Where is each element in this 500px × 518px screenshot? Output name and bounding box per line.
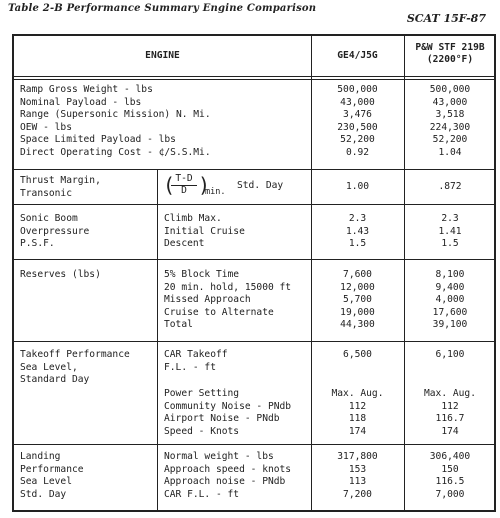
noise-item: Community Noise - PNdb bbox=[164, 400, 292, 412]
thrust-condition: Std. Day bbox=[237, 180, 284, 191]
landing-col1-value: 113 bbox=[348, 476, 367, 488]
thrust-col1-value: 1.00 bbox=[345, 181, 370, 192]
landing-label: Sea Level bbox=[20, 476, 72, 488]
sonic-col1-value: 1.5 bbox=[348, 238, 367, 250]
landing-col1-value: 7,200 bbox=[343, 488, 372, 500]
landing-item: CAR F.L. - ft bbox=[164, 488, 240, 500]
general-col1-value: 230,500 bbox=[337, 121, 378, 133]
landing-col1-value: 317,800 bbox=[337, 451, 378, 462]
noise-item: Power Setting bbox=[164, 388, 240, 399]
sonic-col2-value: 2.3 bbox=[441, 213, 459, 224]
general-col2-value: 3,518 bbox=[435, 109, 465, 121]
row-rule bbox=[14, 259, 494, 260]
sonic-label: Overpressure bbox=[20, 225, 90, 237]
general-label: Space Limited Payload - lbs bbox=[20, 134, 176, 146]
takeoff-label: Sea Level, bbox=[20, 361, 78, 373]
reserves-col1-value: 12,000 bbox=[340, 281, 375, 293]
general-col2-value: 1.04 bbox=[438, 147, 462, 158]
sonic-item: Initial Cruise bbox=[164, 225, 245, 237]
landing-item: Approach noise - PNdb bbox=[164, 476, 286, 488]
reserves-col2-value: 4,000 bbox=[435, 294, 465, 306]
noise-col1-value: 112 bbox=[348, 400, 367, 412]
noise-col1-value: 118 bbox=[348, 413, 367, 425]
reserves-col2-value: 9,400 bbox=[435, 281, 465, 293]
reserves-col1-value: 5,700 bbox=[343, 294, 372, 306]
thrust-col2-value: .872 bbox=[438, 181, 462, 192]
general-col2-value: 52,200 bbox=[432, 134, 468, 146]
thrust-label: Transonic bbox=[20, 187, 72, 199]
sonic-col2-value: 1.41 bbox=[438, 225, 462, 237]
landing-col2-value: 116.5 bbox=[435, 476, 465, 488]
engine-header: ENGINE bbox=[145, 50, 180, 61]
general-label: Nominal Payload - lbs bbox=[20, 96, 142, 108]
thrust-label: Thrust Margin, bbox=[20, 175, 101, 186]
reserves-col2-value: 8,100 bbox=[435, 269, 465, 280]
reserves-col2-value: 17,600 bbox=[432, 306, 468, 318]
thrust-formula: ( T-D D ) min. Std. Day bbox=[163, 173, 284, 197]
sonic-col1-value: 2.3 bbox=[348, 213, 367, 224]
reserves-item: 20 min. hold, 15000 ft bbox=[164, 281, 292, 293]
col2-header-line2: (2200°F) bbox=[426, 54, 474, 65]
landing-col2-value: 306,400 bbox=[429, 451, 471, 462]
noise-item: Airport Noise - PNdb bbox=[164, 413, 280, 425]
row-rule bbox=[14, 444, 494, 445]
general-col1-value: 500,000 bbox=[337, 84, 378, 95]
reserves-col1-value: 7,600 bbox=[343, 269, 372, 280]
general-col2-value: 500,000 bbox=[429, 84, 471, 95]
reserves-item: 5% Block Time bbox=[164, 269, 240, 280]
landing-col2-value: 150 bbox=[441, 463, 459, 475]
takeoff-label: Standard Day bbox=[20, 374, 90, 386]
table-title: Table 2-B Performance Summary Engine Comparison bbox=[8, 3, 317, 14]
sonic-item: Climb Max. bbox=[164, 213, 222, 224]
general-label: Range (Supersonic Mission) N. Mi. bbox=[20, 109, 211, 121]
reserves-col1-value: 44,300 bbox=[340, 319, 375, 331]
landing-label: Performance bbox=[20, 463, 84, 475]
col2-header-line1: P&W STF 219B bbox=[415, 42, 485, 53]
reserves-col1-value: 19,000 bbox=[340, 306, 375, 318]
formula-denominator: D bbox=[181, 185, 187, 196]
noise-col2-value: 174 bbox=[441, 425, 459, 437]
noise-col1-value: Max. Aug. bbox=[331, 388, 384, 399]
col-divider-label bbox=[157, 169, 158, 510]
sonic-label: P.S.F. bbox=[20, 238, 55, 250]
reserves-item: Total bbox=[164, 319, 193, 331]
noise-col2-value: 116.7 bbox=[435, 413, 465, 425]
document-code: SCAT 15F-87 bbox=[406, 12, 486, 25]
takeoff-item: CAR Takeoff bbox=[164, 349, 228, 360]
formula-subscript: min. bbox=[205, 187, 226, 197]
reserves-item: Cruise to Alternate bbox=[164, 306, 274, 318]
general-col1-value: 3,476 bbox=[343, 109, 372, 121]
landing-item: Approach speed - knots bbox=[164, 463, 292, 475]
general-label: Ramp Gross Weight - lbs bbox=[20, 84, 153, 95]
general-label: Direct Operating Cost - ¢/S.S.Mi. bbox=[20, 147, 211, 158]
takeoff-col2-value: 6,100 bbox=[435, 349, 465, 360]
noise-col1-value: 174 bbox=[348, 425, 367, 437]
sonic-label: Sonic Boom bbox=[20, 213, 78, 224]
reserves-col2-value: 39,100 bbox=[432, 319, 468, 331]
col1-header: GE4/J5G bbox=[337, 50, 378, 61]
general-col2-value: 224,300 bbox=[429, 121, 471, 133]
landing-item: Normal weight - lbs bbox=[164, 451, 274, 462]
general-col1-value: 52,200 bbox=[340, 134, 375, 146]
landing-col1-value: 153 bbox=[348, 463, 367, 475]
row-rule bbox=[14, 204, 494, 205]
sonic-col2-value: 1.5 bbox=[441, 238, 459, 250]
reserves-item: Missed Approach bbox=[164, 294, 251, 306]
header-rule bbox=[14, 76, 494, 77]
landing-label: Landing bbox=[20, 451, 61, 462]
formula-numerator: T-D bbox=[175, 173, 193, 184]
reserves-label: Reserves (lbs) bbox=[20, 269, 101, 280]
header-rule-double bbox=[14, 79, 494, 80]
noise-col2-value: Max. Aug. bbox=[424, 388, 476, 399]
sonic-item: Descent bbox=[164, 238, 205, 250]
row-rule bbox=[14, 169, 494, 170]
landing-label: Std. Day bbox=[20, 488, 67, 500]
general-label: OEW - lbs bbox=[20, 121, 72, 133]
takeoff-item: F.L. - ft bbox=[164, 361, 216, 373]
noise-col2-value: 112 bbox=[441, 400, 459, 412]
landing-col2-value: 7,000 bbox=[435, 488, 465, 500]
sonic-col1-value: 1.43 bbox=[345, 225, 370, 237]
takeoff-col1-value: 6,500 bbox=[343, 349, 372, 360]
general-col2-value: 43,000 bbox=[432, 96, 468, 108]
row-rule bbox=[14, 341, 494, 342]
general-col1-value: 43,000 bbox=[340, 96, 375, 108]
takeoff-label: Takeoff Performance bbox=[20, 349, 130, 360]
general-col1-value: 0.92 bbox=[345, 147, 370, 158]
performance-table bbox=[12, 34, 496, 512]
noise-item: Speed - Knots bbox=[164, 425, 240, 437]
